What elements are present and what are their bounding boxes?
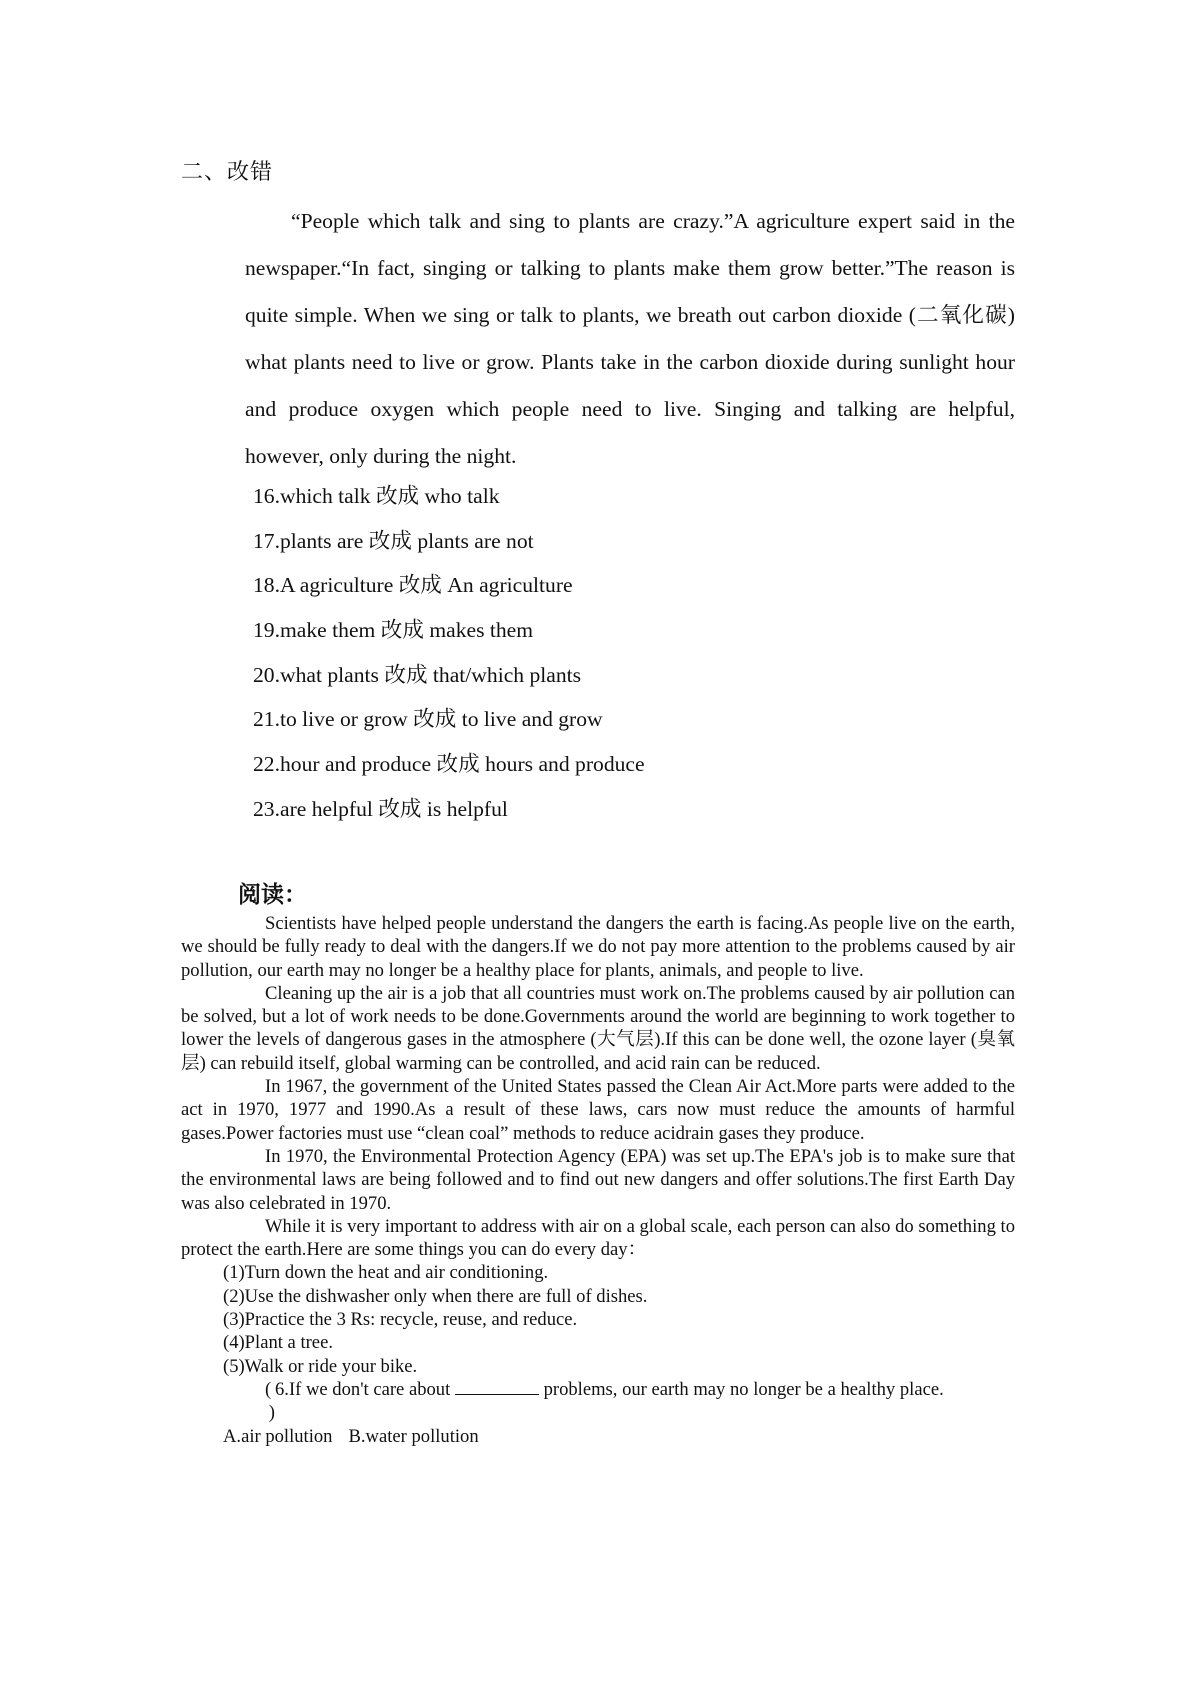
answer-item: 16.which talk 改成 who talk: [253, 484, 500, 508]
passage-paragraph: “People which talk and sing to plants are crazy.”A agriculture expert said in the newspaper.“In fact, singing or talking to plants make them grow better.”The reason is quite simple. When we sing or talk to plants, we breath out carbon dioxide (二氧化碳) what plants need to live or grow. Plants take in the carbon dioxide during sunlight hour and produce oxygen which people need to live. Singing and talking are helpful, however, only during the night.: [245, 209, 1015, 468]
reading-paragraph: While it is very important to address with air on a global scale, each person can also do something to protect the earth.Here are some things you can do every day：: [181, 1215, 1015, 1261]
answer-item: 17.plants are 改成 plants are not: [253, 528, 534, 553]
question-text-rest: problems, our earth may no longer be a healthy place.: [543, 1378, 944, 1400]
option-b[interactable]: B.water pollution: [348, 1425, 479, 1447]
tips-list: [181, 1261, 1015, 1377]
question-stem: [181, 1378, 1015, 1425]
option-a[interactable]: A.air pollution: [223, 1425, 333, 1447]
tip-item: (1)Turn down the heat and air conditioning.: [223, 1262, 549, 1284]
question-text: 6.If we don't care about: [275, 1378, 451, 1400]
answer-paren-blank[interactable]: ( ): [265, 1378, 275, 1424]
answer-item: 19.make them 改成 makes them: [253, 618, 534, 643]
answer-item: 20.what plants 改成 that/which plants: [253, 662, 582, 687]
tip-item: (4)Plant a tree.: [223, 1332, 333, 1354]
error-correction-passage: [245, 198, 1015, 480]
answer-list: [253, 474, 645, 832]
answer-item: 21.to live or grow 改成 to live and grow: [253, 707, 603, 732]
fill-in-blank[interactable]: [455, 1380, 539, 1395]
reading-paragraph: In 1967, the government of the United States passed the Clean Air Act.More parts were added to the act in 1970, 1977 and 1990.As a result of these laws, cars now must reduce the amounts of harmful gases.Power factories must use “clean coal” methods to reduce acidrain gases they produce.: [181, 1076, 1015, 1144]
question-6: [181, 1378, 1015, 1448]
reading-paragraph: Cleaning up the air is a job that all countries must work on.The problems caused by air pollution can be solved, but a lot of work needs to be done.Governments around the world are beginning to work together to lower the levels of dangerous gases in the atmosphere (大气层).If this can be done well, the ozone layer (臭氧层) can rebuild itself, global warming can be controlled, and acid rain can be reduced.: [181, 982, 1015, 1074]
answer-item: 23.are helpful 改成 is helpful: [253, 796, 508, 821]
tip-item: (2)Use the dishwasher only when there are full of dishes.: [223, 1285, 648, 1307]
reading-passage: [181, 912, 1015, 1448]
question-options: [181, 1425, 1015, 1448]
reading-paragraph: Scientists have helped people understand the dangers the earth is facing.As people live on the earth, we should be fully ready to deal with the dangers.If we do not pay more attention to the problems caused by air pollution, our earth may no longer be a healthy place for plants, animals, and people to live.: [181, 913, 1015, 981]
answer-item: 18.A agriculture 改成 An agriculture: [253, 573, 573, 598]
reading-heading: 阅读：: [238, 882, 307, 908]
tip-item: (5)Walk or ride your bike.: [223, 1355, 418, 1377]
reading-paragraph: In 1970, the Environmental Protection Agency (EPA) was set up.The EPA's job is to make sure that the environmental laws are being followed and to find out new dangers and offer solutions.The first Earth Day was also celebrated in 1970.: [181, 1145, 1015, 1214]
tip-item: (3)Practice the 3 Rs: recycle, reuse, and reduce.: [223, 1309, 578, 1331]
error-correction-heading: 二、改错: [181, 159, 274, 184]
answer-item: 22.hour and produce 改成 hours and produce: [253, 752, 645, 777]
